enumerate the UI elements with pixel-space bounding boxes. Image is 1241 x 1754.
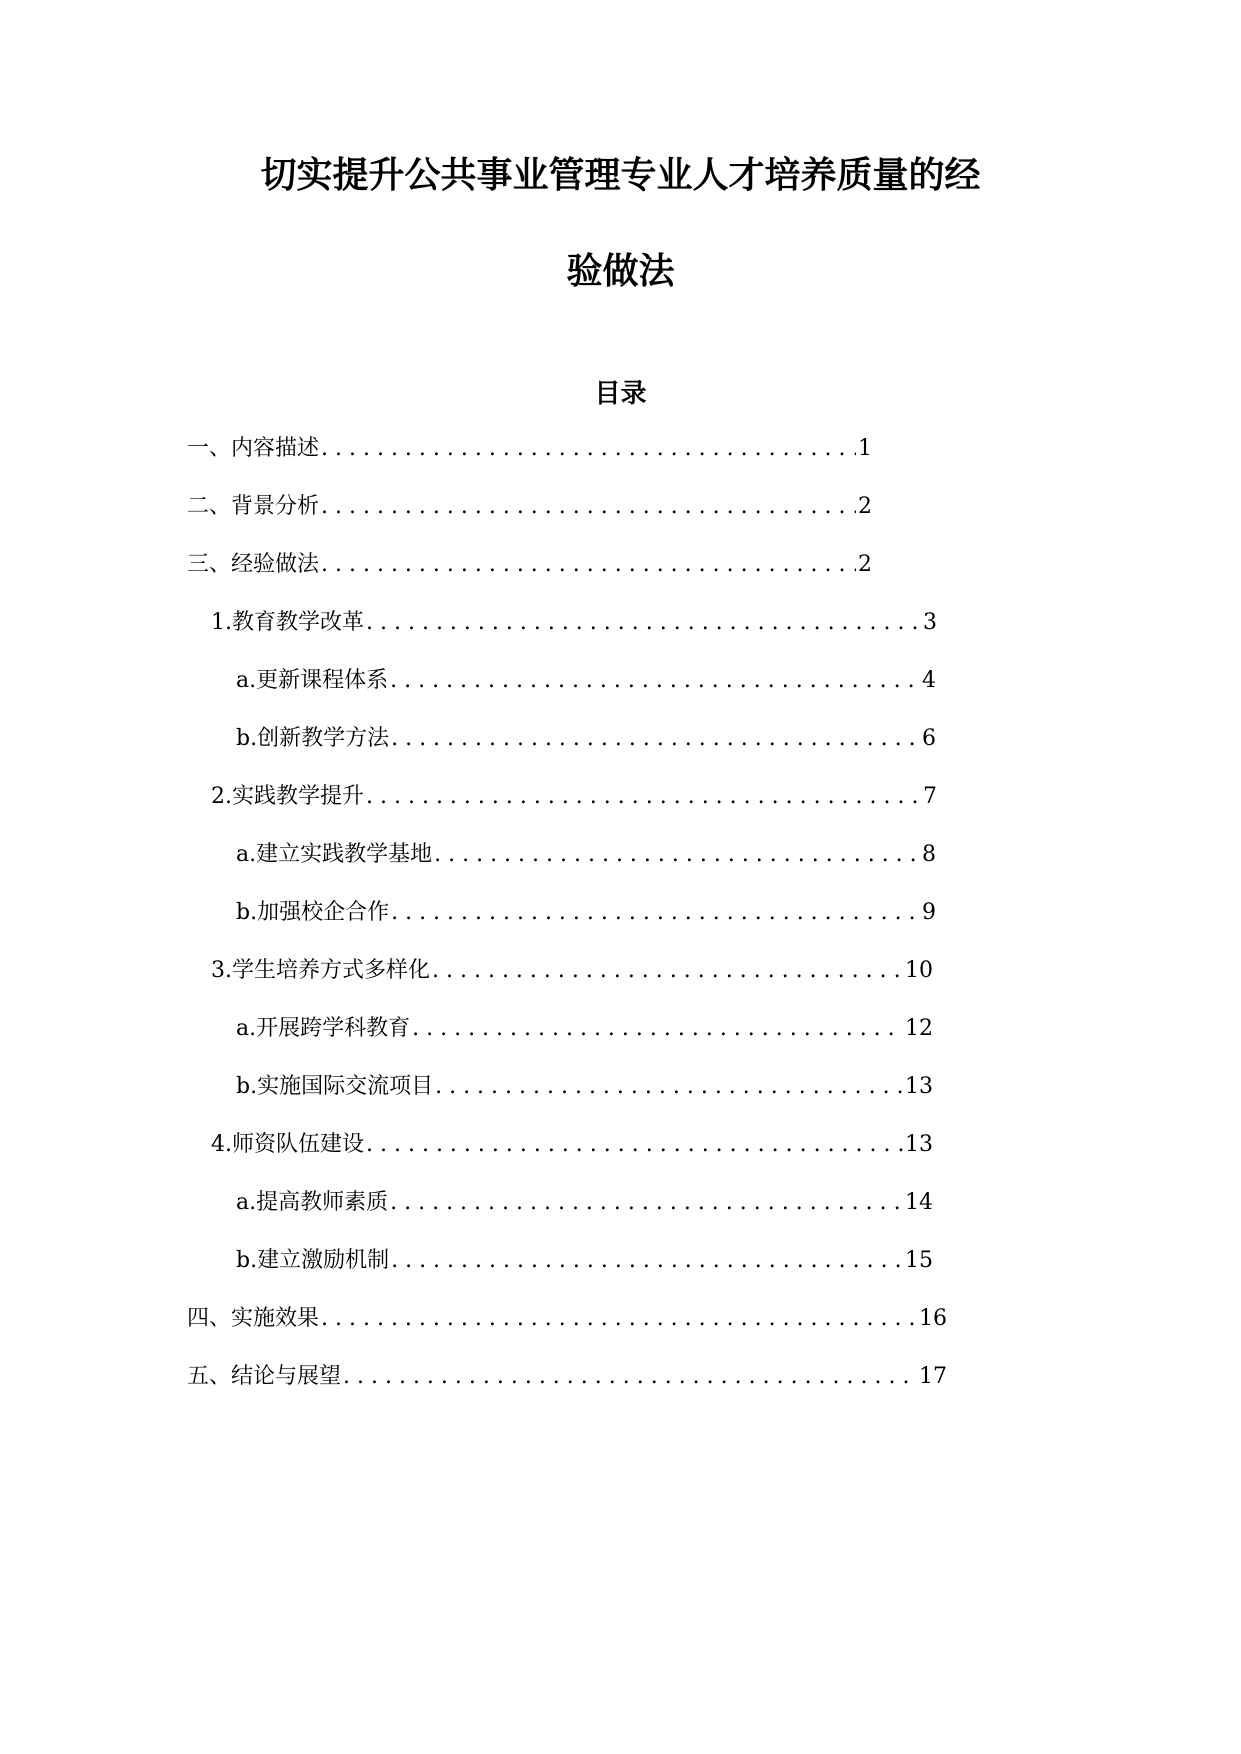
toc-entry-page-number: 4 [922, 668, 936, 693]
toc-dot-leader [319, 1303, 917, 1335]
toc-entry-label: 建立激励机制 [257, 1248, 390, 1273]
toc-entry-page-number: 14 [905, 1190, 933, 1215]
toc-entry-number: 2. [211, 784, 232, 809]
toc-entry-number: a. [236, 842, 257, 867]
toc-entry-page-number: 3 [923, 610, 937, 635]
toc-entry[interactable] [236, 1187, 933, 1219]
toc-entry-number: 1. [211, 610, 232, 635]
toc-entry-page-number: 13 [905, 1074, 933, 1099]
toc-dot-leader [341, 1361, 917, 1393]
toc-entry[interactable] [211, 1129, 933, 1161]
toc-entry[interactable] [236, 1071, 933, 1103]
toc-entry-page-number: 9 [922, 900, 936, 925]
toc-entry-label: 二、背景分析 [187, 494, 320, 519]
toc-dot-leader [389, 897, 920, 929]
toc-entry[interactable] [236, 665, 936, 697]
toc-dot-leader [389, 1245, 903, 1277]
document-title-line-2: 验做法 [566, 251, 675, 292]
toc-entry-number: b. [236, 726, 258, 751]
toc-entry-page-number: 17 [919, 1364, 947, 1389]
toc-dot-leader [388, 1187, 903, 1219]
toc-entry-number: a. [236, 1016, 257, 1041]
toc-dot-leader [389, 723, 920, 755]
toc-entry-label: 创新教学方法 [257, 726, 390, 751]
toc-entry-label: 一、内容描述 [187, 436, 320, 461]
toc-entry-label: 更新课程体系 [256, 668, 389, 693]
toc-entry[interactable] [187, 1303, 947, 1335]
toc-entry-page-number: 6 [922, 726, 936, 751]
document-title-line-1: 切实提升公共事业管理专业人才培养质量的经 [260, 155, 981, 196]
toc-dot-leader [364, 607, 921, 639]
toc-dot-leader [319, 549, 856, 581]
toc-entry-label: 加强校企合作 [257, 900, 390, 925]
toc-entry-label: 实践教学提升 [232, 784, 365, 809]
toc-dot-leader [319, 433, 856, 465]
toc-entry-label: 学生培养方式多样化 [232, 958, 431, 983]
toc-entry[interactable] [236, 723, 936, 755]
toc-entry-label: 四、实施效果 [187, 1306, 320, 1331]
toc-entry-number: 4. [211, 1132, 232, 1157]
toc-entry[interactable] [187, 549, 872, 581]
toc-entry-number: b. [236, 900, 258, 925]
toc-entry-page-number: 2 [858, 494, 872, 519]
toc-entry-page-number: 15 [905, 1248, 933, 1273]
toc-dot-leader [432, 839, 920, 871]
toc-entry-label: 提高教师素质 [256, 1190, 389, 1215]
toc-heading: 目录 [594, 379, 647, 409]
toc-entry[interactable] [236, 1245, 933, 1277]
toc-entry-label: 教育教学改革 [232, 610, 365, 635]
toc-entry[interactable] [211, 955, 933, 987]
toc-entry[interactable] [236, 1013, 933, 1045]
toc-entry-page-number: 8 [922, 842, 936, 867]
toc-dot-leader [364, 781, 921, 813]
toc-dot-leader [319, 491, 856, 523]
toc-entry-page-number: 10 [905, 958, 933, 983]
toc-dot-leader [433, 1071, 903, 1103]
toc-entry[interactable] [211, 781, 937, 813]
toc-entry-page-number: 2 [858, 552, 872, 577]
toc-entry[interactable] [187, 1361, 947, 1393]
toc-entry[interactable] [236, 897, 936, 929]
toc-entry-page-number: 13 [905, 1132, 933, 1157]
toc-entry-page-number: 1 [858, 436, 872, 461]
toc-entry-label: 建立实践教学基地 [256, 842, 433, 867]
toc-entry-number: a. [236, 668, 257, 693]
toc-entry-number: 3. [211, 958, 232, 983]
toc-entry-label: 师资队伍建设 [232, 1132, 365, 1157]
toc-entry-label: 五、结论与展望 [187, 1364, 342, 1389]
toc-entry[interactable] [236, 839, 936, 871]
toc-entry-label: 三、经验做法 [187, 552, 320, 577]
toc-dot-leader [364, 1129, 903, 1161]
toc-dot-leader [388, 665, 920, 697]
toc-entry-page-number: 7 [923, 784, 937, 809]
toc-entry[interactable] [187, 491, 872, 523]
toc-entry-number: a. [236, 1190, 257, 1215]
toc-dot-leader [430, 955, 903, 987]
toc-entry[interactable] [211, 607, 937, 639]
toc-entry[interactable] [187, 433, 872, 465]
toc-entry-number: b. [236, 1248, 258, 1273]
toc-entry-page-number: 12 [905, 1016, 933, 1041]
toc-entry-page-number: 16 [919, 1306, 947, 1331]
toc-entry-number: b. [236, 1074, 258, 1099]
toc-dot-leader [410, 1013, 903, 1045]
toc-entry-label: 实施国际交流项目 [257, 1074, 434, 1099]
toc-entry-label: 开展跨学科教育 [256, 1016, 411, 1041]
